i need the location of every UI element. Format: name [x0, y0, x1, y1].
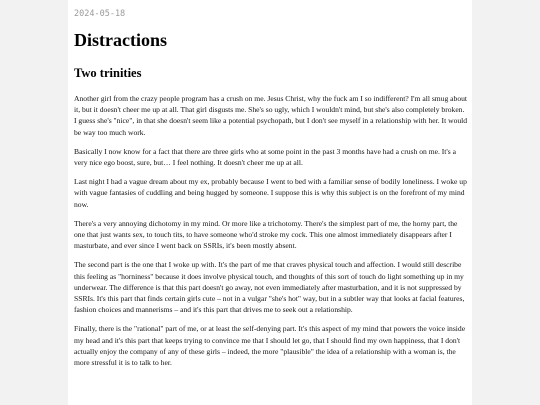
post-date: 2024-05-18 [74, 9, 126, 19]
paragraph: Another girl from the crazy people program has a crush on me. Jesus Christ, why the fuck am I so indifferent? I'm all smug about it, but it doesn't cheer me up at all. That girl disgusts me. She's so ugly, which I wouldn't mind, but she's also completely broken. I guess she's "nice", in that she doesn't seem like a potential psychopath, but I don't see myself in a relationship with her. It would be way too much work. [74, 94, 468, 137]
post-body [74, 93, 468, 376]
paragraph: Finally, there is the "rational" part of me, or at least the self-denying part. It's this aspect of my mind that powers the voice inside my head and it's this part that keeps trying to convince me that I should let go, that I should find my own happiness, that I don't actually enjoy the company of any of these girls – indeed, the more "plausible" the idea of a relationship with a woman is, the more stressful it is to talk to her. [74, 324, 466, 368]
post-subtitle: Two trinities [74, 66, 142, 80]
paragraph: Basically I now know for a fact that there are three girls who at some point in the past 3 months have had a crush on me. It's a very nice ego boost, sure, but… I feel nothing. It doesn't cheer me up at all. [74, 146, 457, 168]
post-title: Distractions [74, 30, 167, 50]
article-page [68, 0, 472, 405]
paragraph: There's a very annoying dichotomy in my mind. Or more like a trichotomy. There's the simplest part of me, the horny part, the one that just wants sex, to touch tits, to have someone who'd stroke my cock. This one almost immediately disappears after I masturbate, and ever since I went back on SSRIs, it's been mostly absent. [74, 218, 458, 251]
paragraph: The second part is the one that I woke up with. It's the part of me that craves physical touch and affection. I would still describe this feeling as "horniness" because it does involve physical touch, and thoughts of this sort of touch do light something up in my underwear. The difference is that this part doesn't go away, not even immediately after masturbation, and it is not suppressed by SSRIs. It's this part that finds certain girls cute – not in a vulgar "she's hot" way, but in a subtler way that looks at facial features, fashion choices and mannerisms – and it's this part that drives me to seek out a relationship. [74, 260, 465, 315]
paragraph: Last night I had a vague dream about my ex, probably because I went to bed with a familiar sense of bodily loneliness. I woke up with vague fantasies of cuddling and being hugged by someone. I suppose this is why this subject is on the forefront of my mind now. [74, 177, 467, 209]
